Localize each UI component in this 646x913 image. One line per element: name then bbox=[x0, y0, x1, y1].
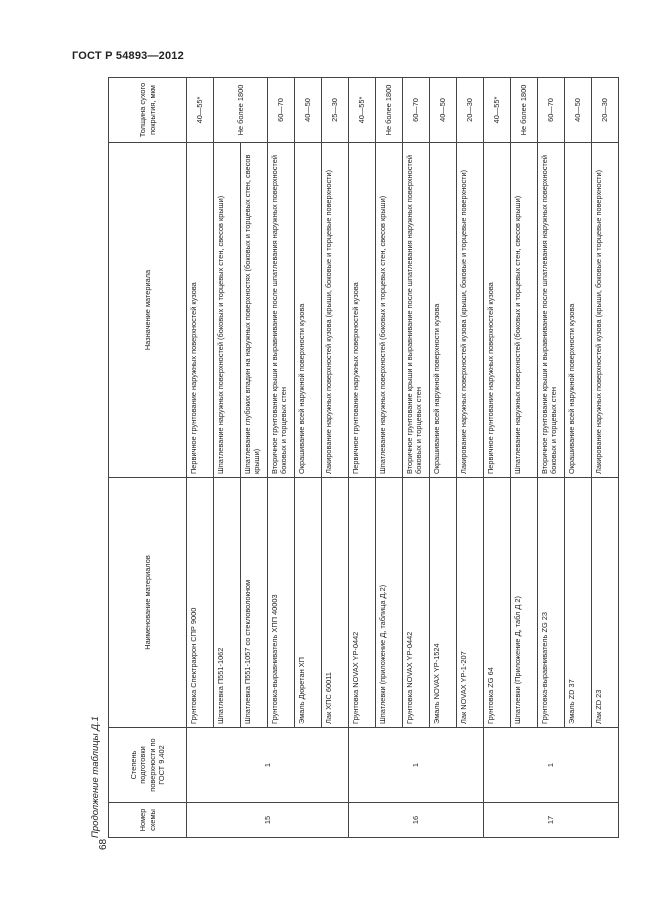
thickness-cell: 40—55* bbox=[187, 78, 214, 143]
table-row bbox=[457, 78, 484, 838]
purpose-cell: Вторичное грунтование крыши и выравнивание после шпатлевания наружных поверхностей боковых и торцевых стен bbox=[403, 143, 430, 478]
table-row bbox=[214, 78, 241, 838]
page-number: 68 bbox=[98, 838, 109, 850]
column-header-material: Наименование материалов bbox=[109, 478, 187, 728]
degree-cell: 1 bbox=[187, 728, 349, 803]
table-row bbox=[295, 78, 322, 838]
purpose-cell: Первичное грунтование наружных поверхностей кузова bbox=[484, 143, 511, 478]
column-header-scheme: Номер схемы bbox=[109, 803, 187, 838]
purpose-cell: Окрашивание всей наружной поверхности кузова bbox=[565, 143, 592, 478]
table-row bbox=[241, 78, 268, 838]
table-row bbox=[268, 78, 295, 838]
table-row bbox=[538, 78, 565, 838]
scheme-number-cell: 17 bbox=[484, 803, 619, 838]
thickness-cell: 60—70 bbox=[538, 78, 565, 143]
material-cell: Эмаль Дюретан ХП bbox=[295, 478, 322, 728]
material-cell: Грунтовка NOVAX YP-0442 bbox=[403, 478, 430, 728]
thickness-cell: Не более 1800 bbox=[376, 78, 403, 143]
material-cell: Грунтовка-выравниватель ZG 23 bbox=[538, 478, 565, 728]
material-cell: Грунтовка Спектракрон СПР 9000 bbox=[187, 478, 214, 728]
purpose-cell: Лакирование наружных поверхностей кузова (крыши, боковые и торцевые поверхности) bbox=[592, 143, 619, 478]
thickness-cell: 60—70 bbox=[403, 78, 430, 143]
purpose-cell: Вторичное грунтование крыши и выравнивание после шпатлевания наружных поверхностей боковых и торцевых стен bbox=[538, 143, 565, 478]
thickness-cell: 40—50 bbox=[430, 78, 457, 143]
material-cell: Шпатлевка П551-1062 bbox=[214, 478, 241, 728]
table-row bbox=[403, 78, 430, 838]
thickness-cell: Не более 1800 bbox=[511, 78, 538, 143]
purpose-cell: Вторичное грунтование крыши и выравнивание после шпатлевания наружных поверхностей боковых и торцевых стен bbox=[268, 143, 295, 478]
thickness-cell: 25—30 bbox=[322, 78, 349, 143]
purpose-cell: Шпатлевание глубоких впадин на наружных поверхностях (боковых и торцевых стен, свесов крыши) bbox=[241, 143, 268, 478]
materials-table bbox=[108, 77, 619, 838]
material-cell: Грунтовка ZG 64 bbox=[484, 478, 511, 728]
degree-cell: 1 bbox=[484, 728, 619, 803]
material-cell: Лак NOVAX YP-1-207 bbox=[457, 478, 484, 728]
thickness-cell: Не более 1800 bbox=[214, 78, 268, 143]
table-continuation-caption: Продолжение таблицы Д.1 bbox=[90, 716, 101, 838]
table-row bbox=[484, 78, 511, 838]
purpose-cell: Шпатлевание наружных поверхностей (боковых и торцевых стен, свесов крыши) bbox=[511, 143, 538, 478]
scheme-number-cell: 15 bbox=[187, 803, 349, 838]
material-cell: Грунтовка-выравниватель ХПП 40003 bbox=[268, 478, 295, 728]
purpose-cell: Первичное грунтование наружных поверхностей кузова bbox=[349, 143, 376, 478]
thickness-cell: 40—50 bbox=[565, 78, 592, 143]
table-row bbox=[322, 78, 349, 838]
material-cell: Шпатлевки (Приложение Д, табл Д 2) bbox=[511, 478, 538, 728]
column-header-thickness: Толщина сухого покрытия, мкм bbox=[109, 78, 187, 143]
purpose-cell: Шпатлевание наружных поверхностей (боковых и торцевых стен, свесов крыши) bbox=[214, 143, 241, 478]
table-row bbox=[511, 78, 538, 838]
table-row bbox=[349, 78, 376, 838]
thickness-cell: 40—55* bbox=[484, 78, 511, 143]
thickness-cell: 40—50 bbox=[295, 78, 322, 143]
table-row bbox=[376, 78, 403, 838]
material-cell: Эмаль ZD 37 bbox=[565, 478, 592, 728]
purpose-cell: Первичное грунтование наружных поверхностей кузова bbox=[187, 143, 214, 478]
table-row bbox=[592, 78, 619, 838]
material-cell: Лак ХПС 60011 bbox=[322, 478, 349, 728]
scheme-number-cell: 16 bbox=[349, 803, 484, 838]
purpose-cell: Окрашивание всей наружной поверхности кузова bbox=[295, 143, 322, 478]
material-cell: Шпатлевка П551-1057 со стекловолокном bbox=[241, 478, 268, 728]
table-row bbox=[565, 78, 592, 838]
material-cell: Шпатлевки (приложение Д, таблица Д.2) bbox=[376, 478, 403, 728]
thickness-cell: 20—30 bbox=[457, 78, 484, 143]
column-header-degree: Степень подготовки поверхности по ГОСТ 9.402 bbox=[109, 728, 187, 803]
material-cell: Лак ZD 23 bbox=[592, 478, 619, 728]
purpose-cell: Лакирование наружных поверхностей кузова (крыши, боковые и торцевые поверхности) bbox=[457, 143, 484, 478]
purpose-cell: Лакирование наружных поверхностей кузова (крыши, боковые и торцевые поверхности) bbox=[322, 143, 349, 478]
column-header-purpose: Назначение материала bbox=[109, 143, 187, 478]
degree-cell: 1 bbox=[349, 728, 484, 803]
purpose-cell: Шпатлевание наружных поверхностей (боковых и торцевых стен, свесов крыши) bbox=[376, 143, 403, 478]
rotated-page-content bbox=[84, 78, 610, 850]
material-cell: Грунтовка NOVAX YP-0442 bbox=[349, 478, 376, 728]
purpose-cell: Окрашивание всей наружной поверхности кузова bbox=[430, 143, 457, 478]
material-cell: Эмаль NOVAX YP-1524 bbox=[430, 478, 457, 728]
table-row bbox=[187, 78, 214, 838]
table-header-row bbox=[109, 78, 187, 838]
thickness-cell: 20—30 bbox=[592, 78, 619, 143]
thickness-cell: 60—70 bbox=[268, 78, 295, 143]
document-header: ГОСТ Р 54893—2012 bbox=[72, 50, 184, 62]
table-row bbox=[430, 78, 457, 838]
thickness-cell: 40—55* bbox=[349, 78, 376, 143]
